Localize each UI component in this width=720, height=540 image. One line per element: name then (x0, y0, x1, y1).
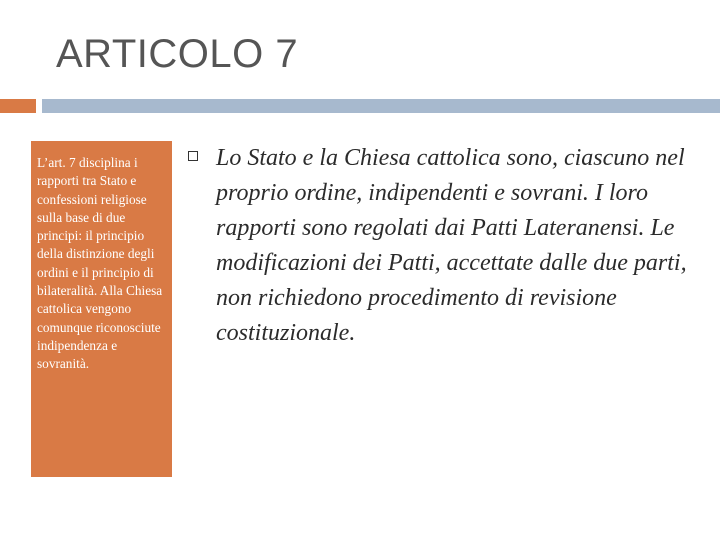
sidebar-note-box (31, 141, 172, 477)
bullet-item (188, 141, 698, 351)
header-band (42, 99, 720, 113)
sidebar-note-text: L’art. 7 disciplina i rapporti tra Stato e confessioni religiose sulla base di due principi: il principio della distinzione degli ordini e il principio di bilateralità. Alla Chiesa cattolica vengono comunque riconosciute indipendenza e sovranità. (37, 155, 163, 372)
bullet-text: Lo Stato e la Chiesa cattolica sono, ciascuno nel proprio ordine, indipendenti e sovrani. I loro rapporti sono regolati dai Patti Lateranensi. Le modificazioni dei Patti, accettate dalle due parti, non richiedono procedimento di revisione costituzionale. (216, 145, 687, 346)
square-bullet-icon (188, 151, 198, 161)
header-band-accent (0, 99, 36, 113)
slide-title: ARTICOLO 7 (56, 32, 299, 76)
